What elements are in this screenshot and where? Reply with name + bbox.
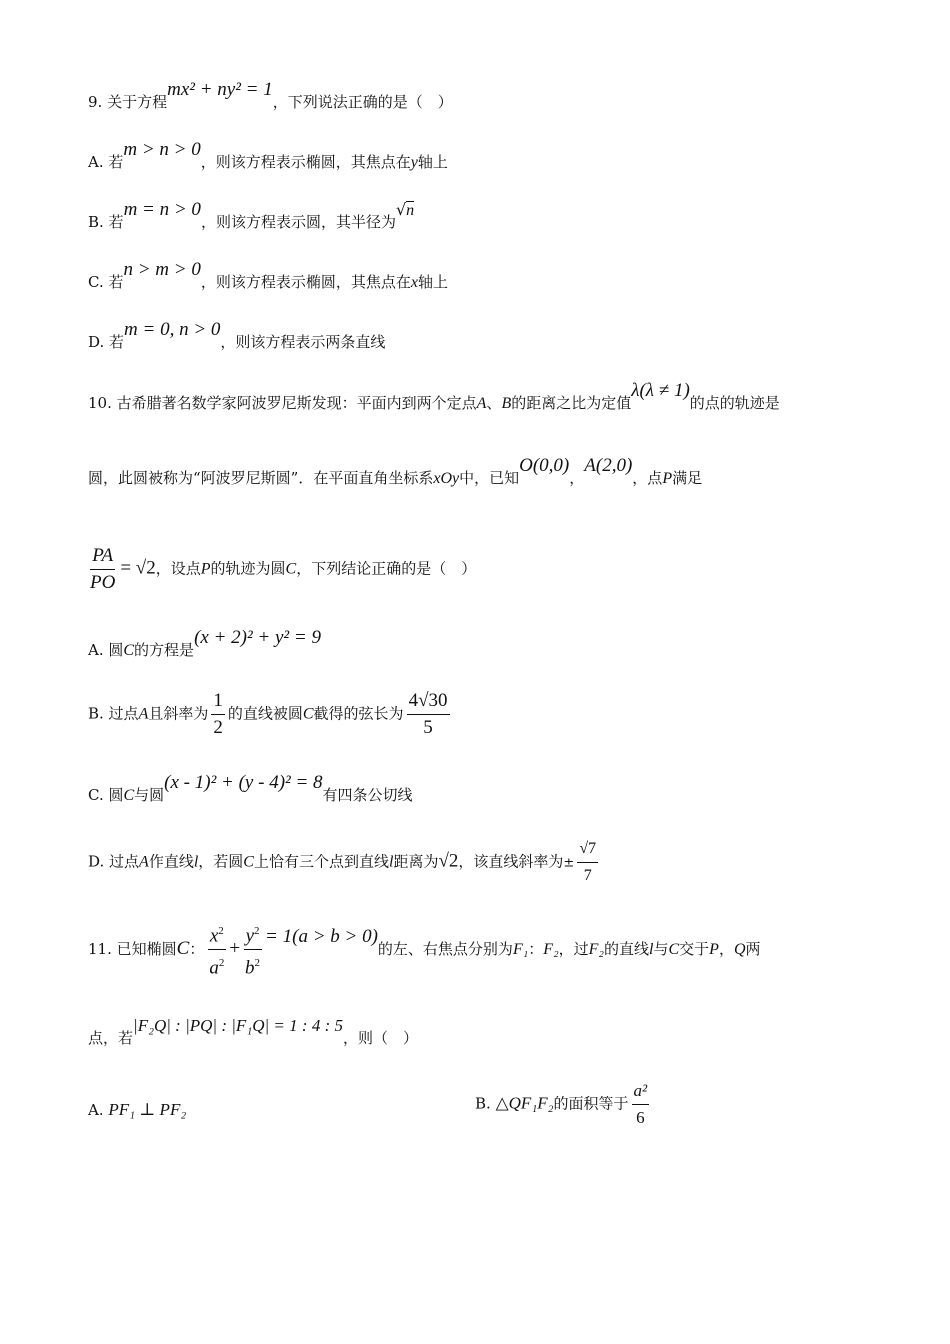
q11-ratio: |F₂Q| : |PQ| : |F₁Q| = 1 : 4 : 5 — [133, 1016, 343, 1035]
q10-point-o: O(0,0) — [519, 455, 570, 476]
q9-option-b: B. 若m = n > 0，则该方程表示圆，其半径为√n — [88, 199, 415, 231]
q9-stem: 9. 关于方程mx² + ny² = 1，下列说法正确的是（ ） — [88, 79, 453, 111]
q10-stem-line3: $\frac{PA}{PO}$ = √2，设点P的轨迹为圆C，下列结论正确的是（ ） — [90, 545, 477, 593]
q10-option-c: C. 圆C与圆(x - 1)² + (y - 4)² = 8有四条公切线 — [88, 772, 413, 804]
q9-option-d: D. 若m = 0, n > 0，则该方程表示两条直线 — [88, 319, 386, 351]
q9-option-c: C. 若n > m > 0，则该方程表示椭圆，其焦点在x轴上 — [88, 259, 448, 291]
q10-a-equation: (x + 2)² + y² = 9 — [194, 627, 321, 648]
q9-option-a: A. 若m > n > 0，则该方程表示椭圆，其焦点在y轴上 — [88, 139, 448, 171]
q11-eq-tail: = 1(a > b > 0) — [265, 925, 378, 947]
q9-d-condition: m = 0, n > 0 — [124, 319, 221, 340]
q10-stem-line2: 圆，此圆被称为“阿波罗尼斯圆”．在平面直角坐标系xOy中，已知O(0,0)，A(2,0)，点P满足 — [88, 455, 703, 487]
q10-c-equation: (x - 1)² + (y - 4)² = 8 — [164, 772, 323, 793]
q11-stem-line2: 点，若|F₂Q| : |PQ| : |F₁Q| = 1 : 4 : 5，则（ ） — [88, 1016, 418, 1047]
q10-lambda: λ(λ ≠ 1) — [631, 380, 690, 401]
q9-c-condition: n > m > 0 — [123, 259, 201, 280]
q9-a-condition: m > n > 0 — [123, 139, 201, 160]
q9-equation: mx² + ny² = 1 — [167, 79, 273, 100]
q11-option-a: A. PF₁ ⊥ PF₂ — [88, 1100, 187, 1119]
q11-a-equation: PF₁ ⊥ PF₂ — [108, 1100, 187, 1119]
q11-b-triangle: △QF₁F₂ — [495, 1093, 554, 1113]
q10-stem-line1: 10. 古希腊著名数学家阿波罗尼斯发现：平面内到两个定点A、B的距离之比为定值λ(λ ≠ 1)的点的轨迹是 — [88, 380, 780, 412]
q10-ratio-fraction: $\frac{PA}{PO}$ — [90, 545, 116, 593]
q11-b-area-fraction: $\frac{\text{a²}}{6}$ — [633, 1081, 648, 1127]
q10-point-a: A(2,0) — [584, 455, 633, 476]
q11-y-fraction: $\frac{y^2}{b^2}$ — [243, 920, 262, 980]
q10-d-slope-fraction: $\frac{√7}{7}$ — [579, 840, 597, 884]
q11-stem-line1: 11. 已知椭圆C： $\frac{x^2}{a^2}$ + $\frac{y^2}{b^2}$ = 1(a > b > 0)的左、右焦点分别为F₁：F₂，过F₂的直线l与C交于P，Q两 — [88, 920, 761, 980]
q10-option-b: B. 过点A且斜率为 $\frac{1}{2}$ 的直线被圆C截得的弦长为 $\frac{4√30}{5}$ — [88, 690, 448, 738]
q11-x-fraction: $\frac{x^2}{a^2}$ — [207, 920, 226, 980]
q10-b-slope-fraction: $\frac{1}{2}$ — [213, 690, 223, 738]
q9-b-radicand: n — [406, 202, 415, 219]
q9-b-condition: m = n > 0 — [123, 199, 201, 220]
q10-b-chord-fraction: $\frac{4√30}{5}$ — [408, 690, 448, 738]
q10-option-a: A. 圆C的方程是(x + 2)² + y² = 9 — [88, 627, 321, 659]
q11-option-b: B. △QF₁F₂的面积等于 $\frac{\text{a²}}{6}$ — [475, 1081, 648, 1127]
q10-option-d: D. 过点A作直线l，若圆C上恰有三个点到直线l距离为√2，该直线斜率为± $\frac{√7}{7}$ — [88, 838, 601, 887]
q10-d-distance: √2 — [438, 850, 459, 872]
